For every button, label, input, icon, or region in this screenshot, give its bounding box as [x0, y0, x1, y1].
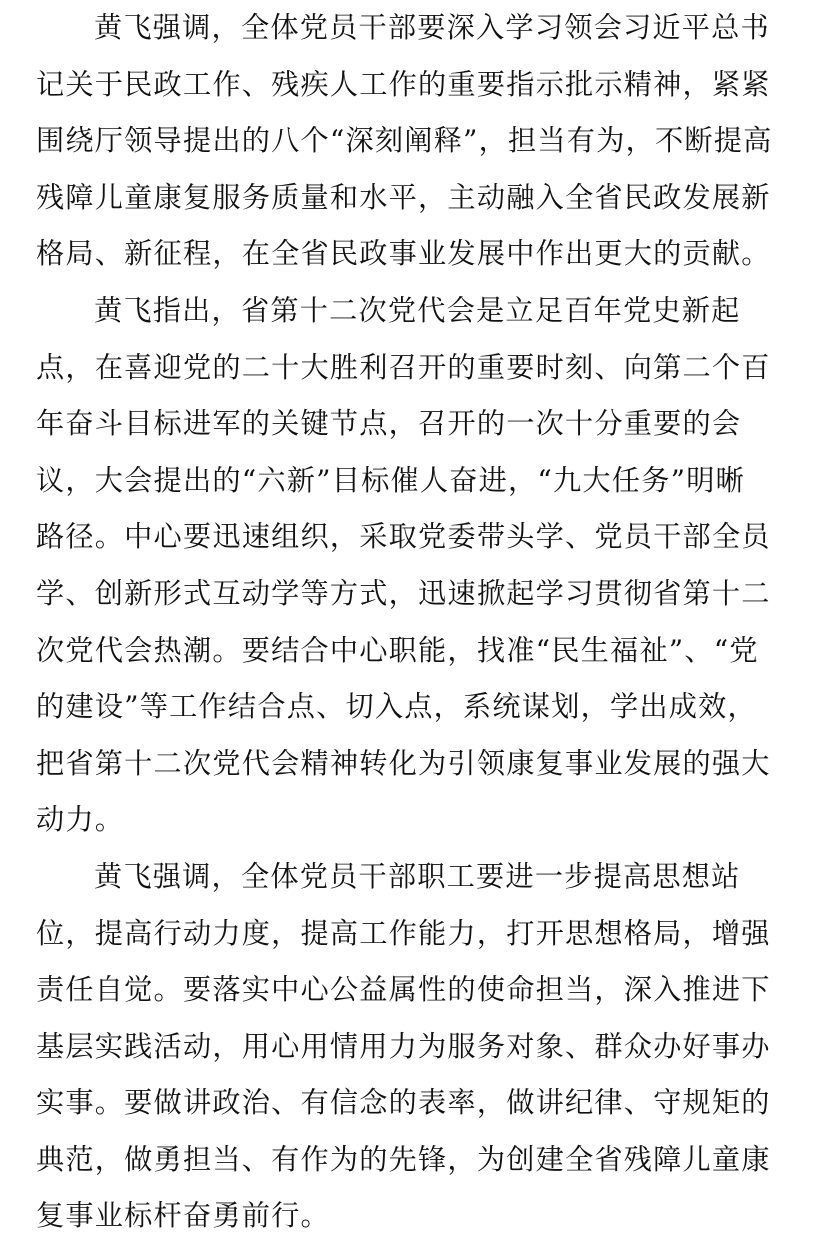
- text-line: 次党代会热潮。要结合中心职能，找准“民生福祉”、“党: [36, 633, 759, 667]
- text-line: 围绕厅领导提出的八个“深刻阐释”，担当有为，不断提高: [36, 124, 773, 158]
- text-line: 黄飞指出，省第十二次党代会是立足百年党史新起: [94, 293, 741, 327]
- text-line: 学、创新形式互动学等方式，迅速掀起学习贯彻省第十二: [36, 576, 771, 610]
- paragraph-2: [36, 283, 780, 849]
- text-line: 年奋斗目标进军的关键节点，召开的一次十分重要的会: [36, 407, 742, 441]
- paragraph-1: [36, 0, 780, 283]
- text-line: 动力。: [36, 803, 125, 837]
- text-line: 残障儿童康复服务质量和水平，主动融入全省民政发展新: [36, 180, 771, 214]
- text-line: 的建设”等工作结合点、切入点，系统谋划，学出成效，: [36, 690, 757, 724]
- paragraph-3: [36, 849, 780, 1245]
- text-line: 位，提高行动力度，提高工作能力，打开思想格局，增强: [36, 916, 771, 950]
- text-line: 记关于民政工作、残疾人工作的重要指示批示精神，紧紧: [36, 67, 771, 101]
- text-line: 基层实践活动，用心用情用力为服务对象、群众办好事办: [36, 1029, 771, 1063]
- text-line: 议，大会提出的“六新”目标催人奋进，“九大任务”明晰: [36, 463, 745, 497]
- text-line: 点，在喜迎党的二十大胜利召开的重要时刻、向第二个百: [36, 350, 771, 384]
- text-line: 格局、新征程，在全省民政事业发展中作出更大的贡献。: [36, 237, 771, 271]
- text-line: 黄飞强调，全体党员干部要深入学习领会习近平总书: [94, 11, 770, 44]
- text-line: 黄飞强调，全体党员干部职工要进一步提高思想站: [94, 859, 741, 893]
- document-body: [36, 0, 780, 1245]
- text-line: 责任自觉。要落实中心公益属性的使命担当，深入推进下: [36, 973, 771, 1007]
- text-line: 实事。要做讲政治、有信念的表率，做讲纪律、守规矩的: [36, 1086, 771, 1120]
- text-line: 路径。中心要迅速组织，采取党委带头学、党员干部全员: [36, 520, 771, 554]
- text-line: 典范，做勇担当、有作为的先锋，为创建全省残障儿童康: [36, 1142, 771, 1176]
- text-line: 复事业标杆奋勇前行。: [36, 1199, 330, 1233]
- text-line: 把省第十二次党代会精神转化为引领康复事业发展的强大: [36, 746, 771, 780]
